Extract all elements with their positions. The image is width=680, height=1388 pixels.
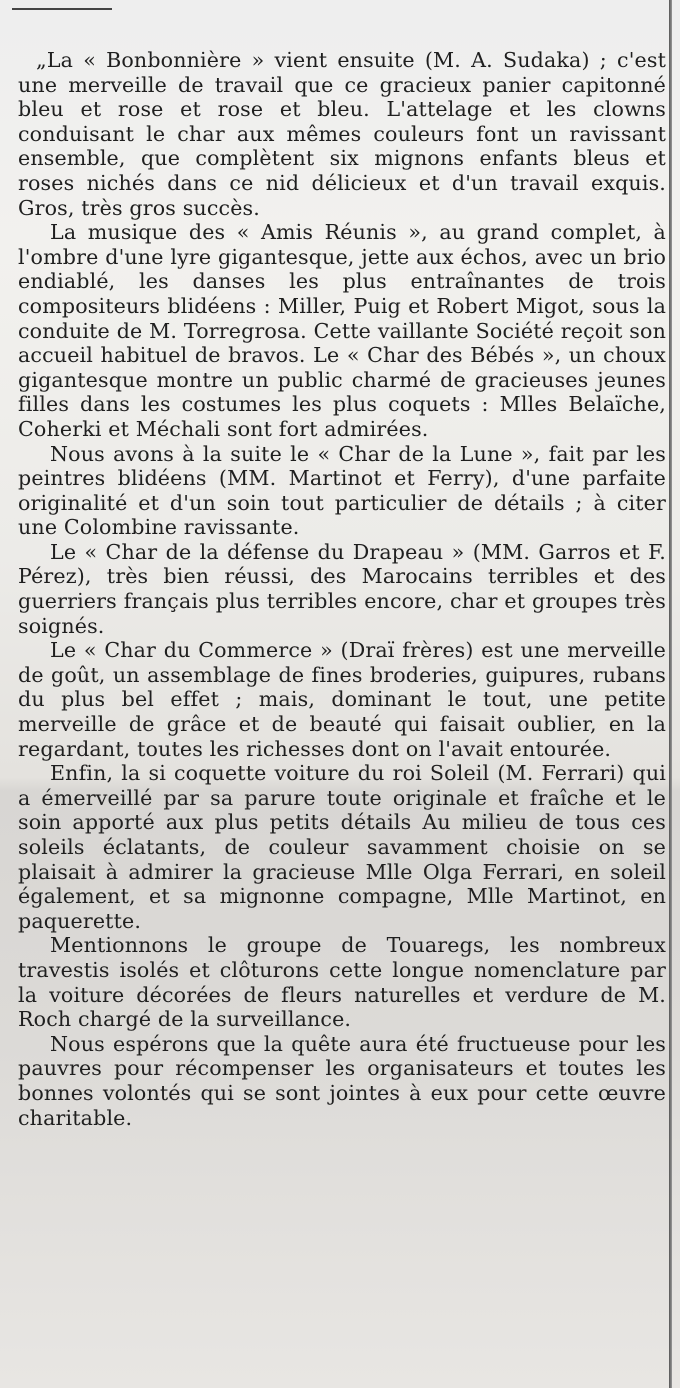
paragraph-defense-du-drapeau: Le « Char de la défense du Drapeau » (MM. Garros et F. Pérez), très bien réussi, des Marocains terribles et des guerriers français plus terribles encore, char et groupes très soignés. (18, 539, 666, 638)
paragraph-bonbonniere: „La « Bonbonnière » vient ensuite (M. A. Sudaka) ; c'est une merveille de travail que ce gracieux panier capitonné bleu et rose et rose et bleu. L'attelage et les clowns conduisant le char aux mêmes couleurs font un ravissant ensemble, que complètent six mignons enfants bleus et roses nichés dans ce nid délicieux et d'un travail exquis. Gros, très gros succès. (18, 48, 666, 220)
paragraph-conclusion: Nous espérons que la quête aura été fructueuse pour les pauvres pour récompenser les organisateurs et toutes les bonnes volontés qui se sont jointes à eux pour cette œuvre charitable. (18, 1031, 666, 1130)
paragraph-char-de-la-lune: Nous avons à la suite le « Char de la Lune », fait par les peintres blidéens (MM. Martinot et Ferry), d'une parfaite originalité et d'un soin tout particulier de détails ; à citer une Colombine ravissante. (18, 441, 666, 540)
paragraph-roi-soleil: Enfin, la si coquette voiture du roi Soleil (M. Ferrari) qui a émerveillé par sa parure toute originale et fraîche et le soin apporté aux plus petits détails Au milieu de tous ces soleils éclatants, de couleur savamment choisie on se plaisait à admirer la gracieuse Mlle Olga Ferrari, en soleil également, et sa mignonne compagne, Mlle Martinot, en paquerette. (18, 761, 666, 933)
paragraph-touaregs: Mentionnons le groupe de Touaregs, les nombreux travestis isolés et clôturons cette longue nomenclature par la voiture décorées de fleurs naturelles et verdure de M. Roch chargé de la surveillance. (18, 933, 666, 1032)
column-border-rule (669, 0, 672, 1388)
paragraph-char-du-commerce: Le « Char du Commerce » (Draï frères) est une merveille de goût, un assemblage de fines broderies, guipures, rubans du plus bel effet ; mais, dominant le tout, une petite merveille de grâce et de beauté qui faisait oublier, en la regardant, toutes les richesses dont on l'avait entourée. (18, 638, 666, 761)
top-divider-rule (12, 8, 112, 10)
article-column (18, 48, 666, 1130)
paragraph-amis-reunis: La musique des « Amis Réunis », au grand complet, à l'ombre d'une lyre gigantesque, jette aux échos, avec un brio endiablé, les danses les plus entraînantes de trois compositeurs blidéens : Miller, Puig et Robert Migot, sous la conduite de M. Torregrosa. Cette vaillante Société reçoit son accueil habituel de bravos. Le « Char des Bébés », un choux gigantesque montre un public charmé de gracieuses jeunes filles dans les costumes les plus coquets : Mlles Belaïche, Coherki et Méchali sont fort admirées. (18, 220, 666, 441)
